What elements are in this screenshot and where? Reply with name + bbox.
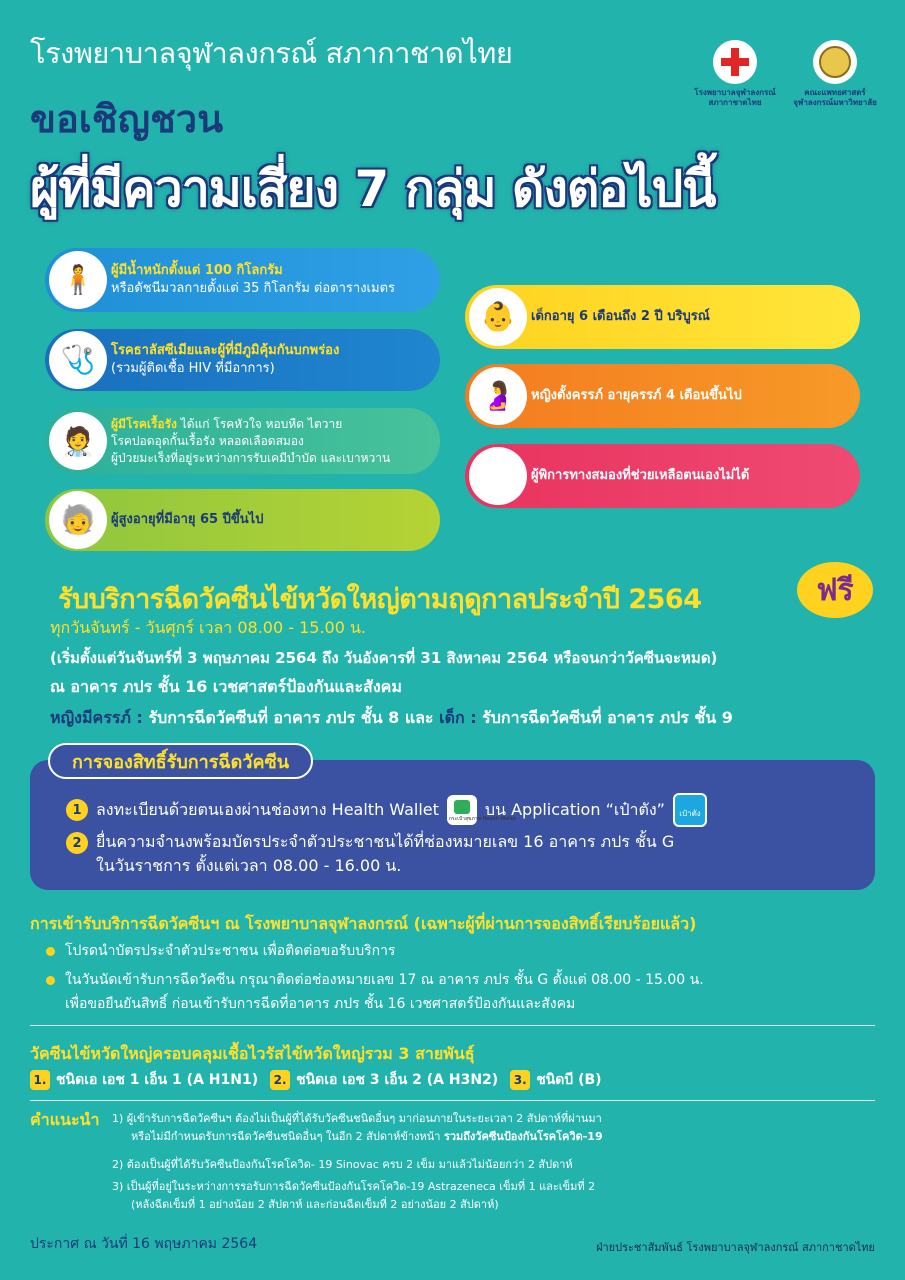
baby-icon: 👶 <box>469 288 527 346</box>
divider <box>30 1100 875 1101</box>
advice-1: 1) ผู้เข้ารับการฉีดวัคซีนฯ ต้องไม่เป็นผู้ที่ได้รับวัคซีนชนิดอื่นๆ มาก่อนภายในระยะเวลา 2 สัปดาห์ที่ผ่านมา หรือไม่มีกำหนดรับการฉีดวัคซีนชนิดอื่นๆ ในอีก 2 สัปดาห์ข้างหน้า รวมถึงวัคซีนป้องกันโรคโควิด-19 <box>112 1112 603 1143</box>
service-place: ณ อาคาร ภปร ชั้น 16 เวชศาสตร์ป้องกันและสังคม <box>50 677 402 696</box>
advice-3: 3) เป็นผู้ที่อยู่ในระหว่างการรอรับการฉีดวัคซีนป้องกันโรคโควิด-19 Astrazeneca เข็มที่ 1 และเข็มที่ 2 (หลังฉีดเข็มที่ 1 อย่างน้อย 2 สัปดาห์ และก่อนฉีดเข็มที่ 2 อย่างน้อย 2 สัปดาห์) <box>112 1180 596 1211</box>
logo-left-line1: โรงพยาบาลจุฬาลงกรณ์ <box>694 88 776 97</box>
group-2-title: โรคธาลัสซีเมียและผู้ที่มีภูมิคุ้มกันบกพร่อง <box>111 343 340 358</box>
free-badge: ฟรี <box>797 562 873 618</box>
visit-bullet-1: โปรดนำบัตรประจำตัวประชาชน เพื่อติดต่อขอรับบริการ <box>46 940 395 962</box>
patient-iv-icon: 🧑‍⚕️ <box>49 412 107 470</box>
group-1-title: ผู้มีน้ำหนักตั้งแต่ 100 กิโลกรัม <box>111 263 283 278</box>
advice-2: 2) ต้องเป็นผู้ที่ได้รับวัคซีนป้องกันโรคโควิด- 19 Sinovac ครบ 2 เข็ม มาแล้วไม่น้อยกว่า 2 สัปดาห์ <box>112 1158 573 1171</box>
child-label: เด็ก : <box>439 708 477 727</box>
step-1-app-text: บน Application “เป๋าตัง” <box>484 799 665 819</box>
wheelchair-icon: ♿ <box>469 447 527 505</box>
group-card-weight <box>45 248 440 312</box>
service-special-locations <box>50 706 733 731</box>
group-5-title: เด็กอายุ 6 เดือนถึง 2 ปี บริบูรณ์ <box>531 309 710 324</box>
group-4-title: ผู้สูงอายุที่มีอายุ 65 ปีขึ้นไป <box>111 512 264 527</box>
footer-dept: ฝ่ายประชาสัมพันธ์ โรงพยาบาลจุฬาลงกรณ์ สภากาชาดไทย <box>596 1241 875 1254</box>
booking-step-1 <box>66 793 707 827</box>
group-card-disabled <box>465 444 860 508</box>
advice-label: คำแนะนำ <box>30 1110 100 1129</box>
group-card-immune <box>45 329 440 391</box>
strain-1-text: ชนิดเอ เอช 1 เอ็น 1 (A H1N1) <box>56 1072 259 1088</box>
paotang-app-icon: เป๋าตัง <box>673 793 707 827</box>
group-card-elderly <box>45 489 440 551</box>
group-3-desc: โรคปอดอุดกั้นเรื้อรัง หลอดเลือดสมอง <box>111 433 304 448</box>
strain-3-number: 3. <box>510 1070 530 1090</box>
booking-tab-title: การจองสิทธิ์รับการฉีดวัคซีน <box>48 743 313 779</box>
group-6-title: หญิงตั้งครรภ์ อายุครรภ์ 4 เดือนขึ้นไป <box>531 388 742 403</box>
group-card-pregnant <box>465 364 860 428</box>
announce-date: ประกาศ ณ วันที่ 16 พฤษภาคม 2564 <box>30 1236 258 1252</box>
elderly-icon: 🧓 <box>49 491 107 549</box>
step-1-number: 1 <box>66 799 88 821</box>
strains-title: วัคซีนไข้หวัดใหญ่ครอบคลุมเชื้อไวรัสไข้หวัดใหญ่รวม 3 สายพันธุ์ <box>30 1044 475 1063</box>
health-wallet-icon: กระเป๋าสุขภาพ Health Wallet <box>447 795 477 825</box>
red-cross-logo <box>690 40 780 108</box>
group-2-desc: (รวมผู้ติดเชื้อ HIV ที่มีอาการ) <box>111 361 275 376</box>
red-cross-icon <box>713 40 757 84</box>
bullet-icon <box>46 976 55 985</box>
doctor-patient-icon: 🩺 <box>49 331 107 389</box>
hospital-name: โรงพยาบาลจุฬาลงกรณ์ สภากาชาดไทย <box>30 36 513 70</box>
group-card-child <box>465 285 860 349</box>
logo-left-line2: สภากาชาดไทย <box>708 98 762 107</box>
step-2-text: ยื่นความจำนงพร้อมบัตรประจำตัวประชาชนได้ที่ช่องหมายเลข 16 อาคาร ภปร ชั้น G <box>96 832 675 851</box>
invite-heading: ขอเชิญชวน <box>30 97 224 141</box>
step-2-number: 2 <box>66 832 88 854</box>
step-2-hours: ในวันราชการ ตั้งแต่เวลา 08.00 - 16.00 น. <box>96 856 402 875</box>
group-1-desc: หรือดัชนีมวลกายตั้งแต่ 35 กิโลกรัม ต่อตารางเมตร <box>111 281 395 296</box>
service-days: ทุกวันจันทร์ - วันศุกร์ เวลา 08.00 - 15.00 น. <box>50 618 366 637</box>
medical-faculty-logo <box>790 40 880 108</box>
pregnant-label: หญิงมีครรภ์ : <box>50 708 143 727</box>
headline: ผู้ที่มีความเสี่ยง 7 กลุ่ม ดังต่อไปนี้ <box>30 160 716 218</box>
group-3-title-rest: ได้แก่ โรคหัวใจ หอบหืด ไตวาย <box>176 416 343 431</box>
group-3-desc2: ผู้ป่วยมะเร็งที่อยู่ระหว่างการรับเคมีบำบัด และเบาหวาน <box>111 450 391 465</box>
booking-step-2 <box>66 832 674 878</box>
pregnant-icon: 🤰 <box>469 367 527 425</box>
logo-right-line2: จุฬาลงกรณ์มหาวิทยาลัย <box>793 98 877 107</box>
service-title: รับบริการฉีดวัคซีนไข้หวัดใหญ่ตามฤดูกาลประจำปี 2564 <box>58 584 702 615</box>
visit-bullet-2: ในวันนัดเข้ารับการฉีดวัคซีน กรุณาติดต่อช่องหมายเลข 17 ณ อาคาร ภปร ชั้น G ตั้งแต่ 08.00 - 15.00 น. เพื่อขอยืนยันสิทธิ์ ก่อนเข้ารับการฉีดที่อาคาร ภปร ชั้น 16 เวชศาสตร์ป้องกันและสังคม <box>46 968 704 1016</box>
pregnant-text: รับการฉีดวัคซีนที่ อาคาร ภปร ชั้น 8 และ <box>142 708 440 727</box>
person-icon: 🧍 <box>49 251 107 309</box>
child-text: รับการฉีดวัคซีนที่ อาคาร ภปร ชั้น 9 <box>476 708 733 727</box>
bullet-icon <box>46 947 55 956</box>
strains-list <box>30 1069 602 1091</box>
strain-2-text: ชนิดเอ เอช 3 เอ็น 2 (A H3N2) <box>296 1072 499 1088</box>
faculty-seal-icon <box>813 40 857 84</box>
group-3-title: ผู้มีโรคเรื้อรัง <box>111 416 177 431</box>
service-period: (เริ่มตั้งแต่วันจันทร์ที่ 3 พฤษภาคม 2564 ถึง วันอังคารที่ 31 สิงหาคม 2564 หรือจนกว่าวัคซีนจะหมด) <box>50 649 718 667</box>
group-7-title: ผู้พิการทางสมองที่ช่วยเหลือตนเองไม่ได้ <box>531 468 750 483</box>
strain-2-number: 2. <box>270 1070 290 1090</box>
logo-right-line1: คณะแพทยศาสตร์ <box>804 88 866 97</box>
strain-3-text: ชนิดบี (B) <box>536 1072 602 1088</box>
step-1-text: ลงทะเบียนด้วยตนเองผ่านช่องทาง Health Wallet <box>96 799 439 819</box>
visit-title: การเข้ารับบริการฉีดวัคซีนฯ ณ โรงพยาบาลจุฬาลงกรณ์ (เฉพาะผู้ที่ผ่านการจองสิทธิ์เรียบร้อยแล้ว) <box>30 914 697 933</box>
divider <box>30 1025 875 1026</box>
group-card-chronic <box>45 408 440 474</box>
strain-1-number: 1. <box>30 1070 50 1090</box>
